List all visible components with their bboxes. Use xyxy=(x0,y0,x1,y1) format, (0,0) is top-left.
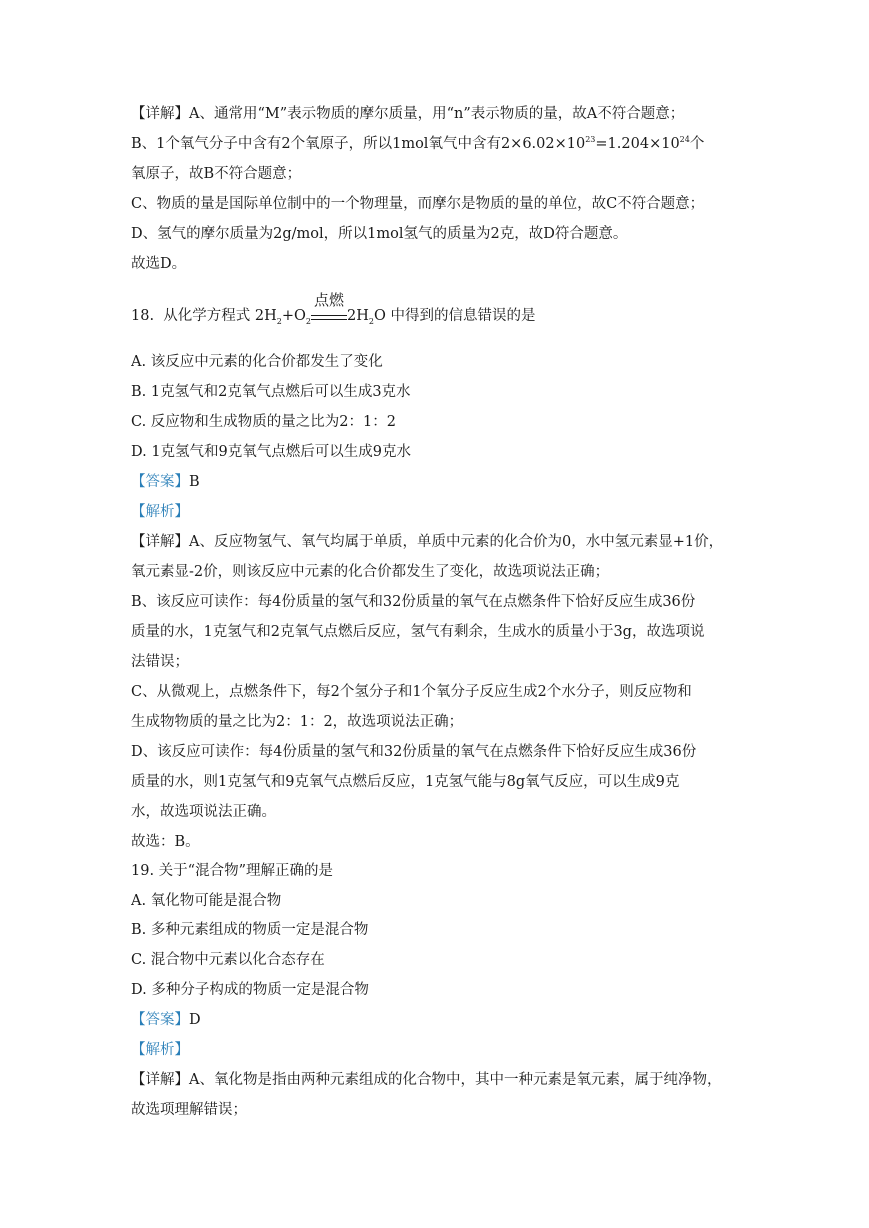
q18-analysis-tag: 【解析】 xyxy=(131,504,189,520)
detail-tag: 【详解】 xyxy=(131,534,189,550)
q17-detail-line-c: C、物质的量是国际单位制中的一个物理量，而摩尔是物质的量的单位，故C不符合题意； xyxy=(131,196,705,212)
q17-detail-line-d: D、氢气的摩尔质量为2g/mol，所以1mol氢气的质量为2克，故D符合题意。 xyxy=(131,226,628,242)
q19-detail-line: 故选项理解错误； xyxy=(131,1102,247,1118)
q18-conclusion: 故选：B。 xyxy=(131,834,200,850)
q19-option-c: C. 混合物中元素以化合态存在 xyxy=(131,952,325,968)
q18-detail-line: 质量的水，1克氢气和2克氧气点燃后反应，氢气有剩余，生成水的质量小于3g，故选项说 xyxy=(131,624,705,640)
q18-option-d: D. 1克氢气和9克氧气点燃后可以生成9克水 xyxy=(131,444,412,460)
detail-tag: 【详解】 xyxy=(131,106,189,122)
q18-option-c: C. 反应物和生成物质的量之比为2：1：2 xyxy=(131,414,396,430)
q18-detail-line: 氧元素显-2价，则该反应中元素的化合价都发生了变化，故选项说法正确； xyxy=(131,564,610,580)
q19-option-d: D. 多种分子构成的物质一定是混合物 xyxy=(131,982,369,998)
q18-option-a: A. 该反应中元素的化合价都发生了变化 xyxy=(131,354,383,370)
reaction-condition: 点燃 xyxy=(311,306,347,326)
question-number: 18. xyxy=(131,308,155,324)
q18-detail-line: 法错误； xyxy=(131,654,189,670)
equals-bars xyxy=(311,315,347,320)
q18-detail-line: 质量的水，则1克氢气和9克氧气点燃后反应，1克氢气能与8g氧气反应，可以生成9克 xyxy=(131,774,680,790)
q18-detail-line: 水，故选项说法正确。 xyxy=(131,804,276,820)
q17-detail-line-b: B、1个氧气分子中含有2个氧原子，所以1mol氧气中含有$2\times 6.02\times 10^{23}=1.204\times 10^{24}$个 xyxy=(131,135,705,152)
q19-option-b: B. 多种元素组成的物质一定是混合物 xyxy=(131,922,369,938)
q17-conclusion: 故选D。 xyxy=(131,256,187,272)
q18-detail-line: 生成物物质的量之比为2：1：2，故选项说法正确； xyxy=(131,714,464,730)
q18-option-b: B. 1克氢气和2克氧气点燃后可以生成3克水 xyxy=(131,384,411,400)
q18-answer: 【答案】B xyxy=(131,474,200,490)
q19-answer: 【答案】D xyxy=(131,1012,201,1028)
q18-stem: 18. 从化学方程式 $2H_2+O_2$ 点燃 $2H_2O$ 中得到的信息错误的是 xyxy=(131,291,536,326)
equation: $2H_2+O_2$ 点燃 $2H_2O$ xyxy=(254,291,386,326)
q18-detail-line: 【详解】A、反应物氢气、氧气均属于单质，单质中元素的化合价为0，水中氢元素显+1价， xyxy=(131,534,724,550)
q19-analysis-tag: 【解析】 xyxy=(131,1042,189,1058)
q18-detail-line: C、从微观上，点燃条件下，每2个氢分子和1个氧分子反应生成2个水分子，则反应物和 xyxy=(131,684,692,700)
q18-detail-line: D、该反应可读作：每4份质量的氢气和32份质量的氧气在点燃条件下恰好反应生成36份 xyxy=(131,744,697,760)
answer-tag: 【答案】 xyxy=(131,474,189,490)
q19-stem: 19. 关于“混合物”理解正确的是 xyxy=(131,863,333,879)
answer-tag: 【答案】 xyxy=(131,1012,189,1028)
q17-detail-line-a: 【详解】A、通常用“M”表示物质的摩尔质量，用“n”表示物质的量，故A不符合题意； xyxy=(131,106,685,122)
detail-tag: 【详解】 xyxy=(131,1072,189,1088)
q18-detail-line: B、该反应可读作：每4份质量的氢气和32份质量的氧气在点燃条件下恰好反应生成36份 xyxy=(131,594,696,610)
q19-option-a: A. 氧化物可能是混合物 xyxy=(131,893,282,909)
q17-detail-line-b-cont: 氧原子，故B不符合题意； xyxy=(131,166,302,182)
q19-detail-line: 【详解】A、氧化物是指由两种元素组成的化合物中，其中一种元素是氧元素，属于纯净物， xyxy=(131,1072,722,1088)
